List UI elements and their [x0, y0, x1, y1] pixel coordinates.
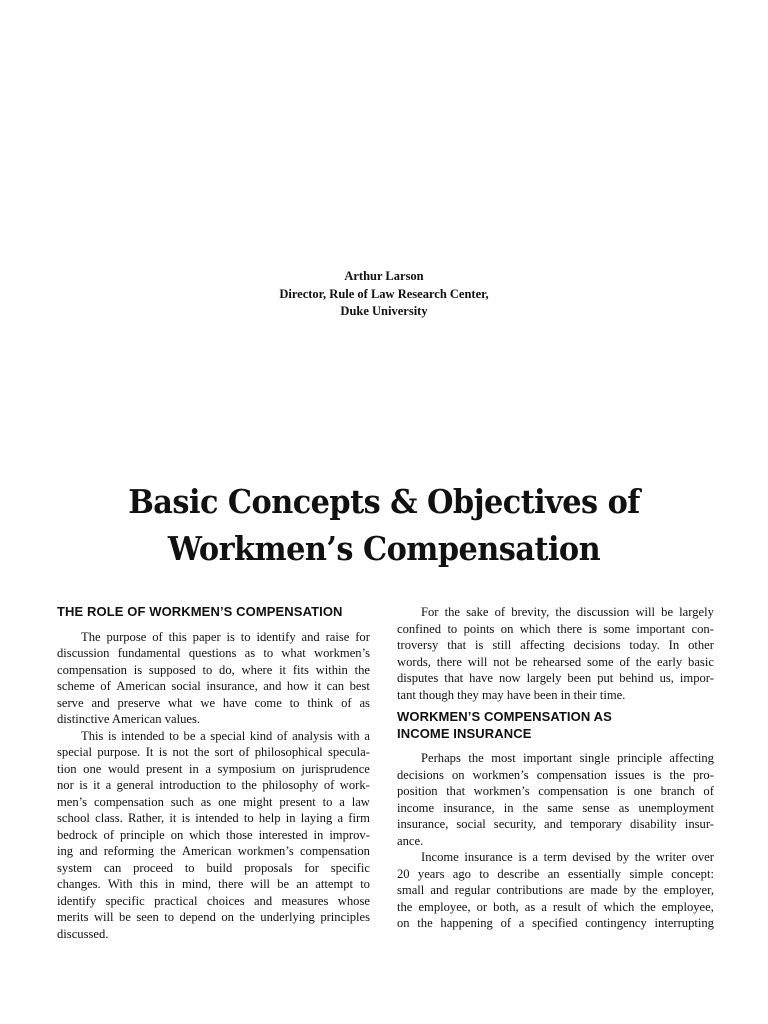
text-line: bedrock of principle on which those interested in improv- — [57, 827, 370, 842]
text-line: special purpose. It is not the sort of philosophical specula- — [57, 745, 370, 759]
text-line: position that workmen’s compensation is one branch of — [397, 784, 714, 798]
article-title — [31, 478, 738, 572]
text-line: system can proceed to build proposals for specific — [57, 860, 370, 875]
text-line: disputes that have now largely been put behind us, impor- — [397, 671, 714, 685]
text-line: merits will be seen to depend on the underlying principles — [57, 910, 370, 924]
text-line: tant though they may have been in their time. — [397, 687, 626, 702]
text-line: Income insurance is a term devised by the writer over — [421, 850, 714, 864]
text-line: distinctive American values. — [57, 712, 201, 726]
text-line: 20 years ago to describe an essentially simple concept: — [397, 866, 714, 881]
text-line: tion one would present in a symposium on jurisprudence — [57, 761, 370, 776]
section-heading-role-text: THE ROLE OF WORKMEN’S COMPENSATION — [57, 604, 343, 619]
text-line: ing and reforming the American workmen’s compensation — [57, 844, 370, 858]
text-line: on the happening of a specified contingency interrupting — [397, 916, 714, 930]
text-line: insurance, social security, and temporary disability insur- — [397, 817, 714, 831]
article-title-line-2: Workmen’s Compensation — [167, 529, 601, 568]
section-heading-income-insurance — [397, 709, 714, 742]
text-line: This is intended to be a special kind of analysis with a — [81, 728, 370, 743]
author-affiliation: Duke University — [340, 304, 428, 318]
text-line: discussed. — [57, 926, 109, 941]
section-heading-income-insurance-line-2: INCOME INSURANCE — [397, 725, 532, 741]
paragraph — [397, 849, 714, 932]
text-line: compensation is supposed to do, where it fits within the — [57, 662, 370, 677]
text-line: scheme of American social insurance, and how it can best — [57, 679, 370, 693]
section-heading-income-insurance-line-1: WORKMEN’S COMPENSATION AS — [397, 709, 612, 724]
text-line: school class. Rather, it is intended to help in laying a firm — [57, 811, 370, 825]
text-line: The purpose of this paper is to identify and raise for — [81, 629, 370, 644]
author-name: Arthur Larson — [344, 269, 424, 283]
text-line: troversy that is still affecting decisions today. In other — [397, 638, 714, 652]
right-column — [397, 604, 714, 932]
text-line: ance. — [397, 833, 424, 848]
left-column — [57, 604, 370, 942]
text-line: men’s compensation such as one might present to a law — [57, 794, 370, 809]
article-title-line-1: Basic Concepts & Objectives of — [128, 482, 640, 521]
text-line: confined to points on which there is some important con- — [397, 621, 714, 636]
text-line: income insurance, in the same sense as unemployment — [397, 800, 714, 815]
text-line: changes. With this in mind, there will be an attempt to — [57, 877, 370, 891]
text-line: discussion fundamental questions as to what workmen’s — [57, 646, 370, 660]
text-line: Perhaps the most important single principle affecting — [421, 751, 714, 765]
author-block — [0, 268, 768, 321]
text-line: serve and preserve what we have come to think of as — [57, 695, 370, 710]
text-line: words, there will not be rehearsed some of the early basic — [397, 654, 714, 669]
text-line: decisions on workmen’s compensation issues is the pro- — [397, 767, 714, 782]
paragraph — [397, 750, 714, 849]
author-title: Director, Rule of Law Research Center, — [279, 286, 489, 301]
text-line: the employee, or both, as a result of which the employee, — [397, 899, 714, 914]
paragraph — [57, 629, 370, 728]
text-line: identify specific practical choices and measures whose — [57, 893, 370, 908]
paragraph — [397, 604, 714, 703]
text-line: For the sake of brevity, the discussion will be largely — [421, 605, 714, 619]
text-line: nor is it a general introduction to the philosophy of work- — [57, 778, 370, 792]
text-line: small and regular contributions are made by the employer, — [397, 883, 714, 897]
paragraph — [57, 728, 370, 943]
section-heading-role — [57, 604, 370, 621]
